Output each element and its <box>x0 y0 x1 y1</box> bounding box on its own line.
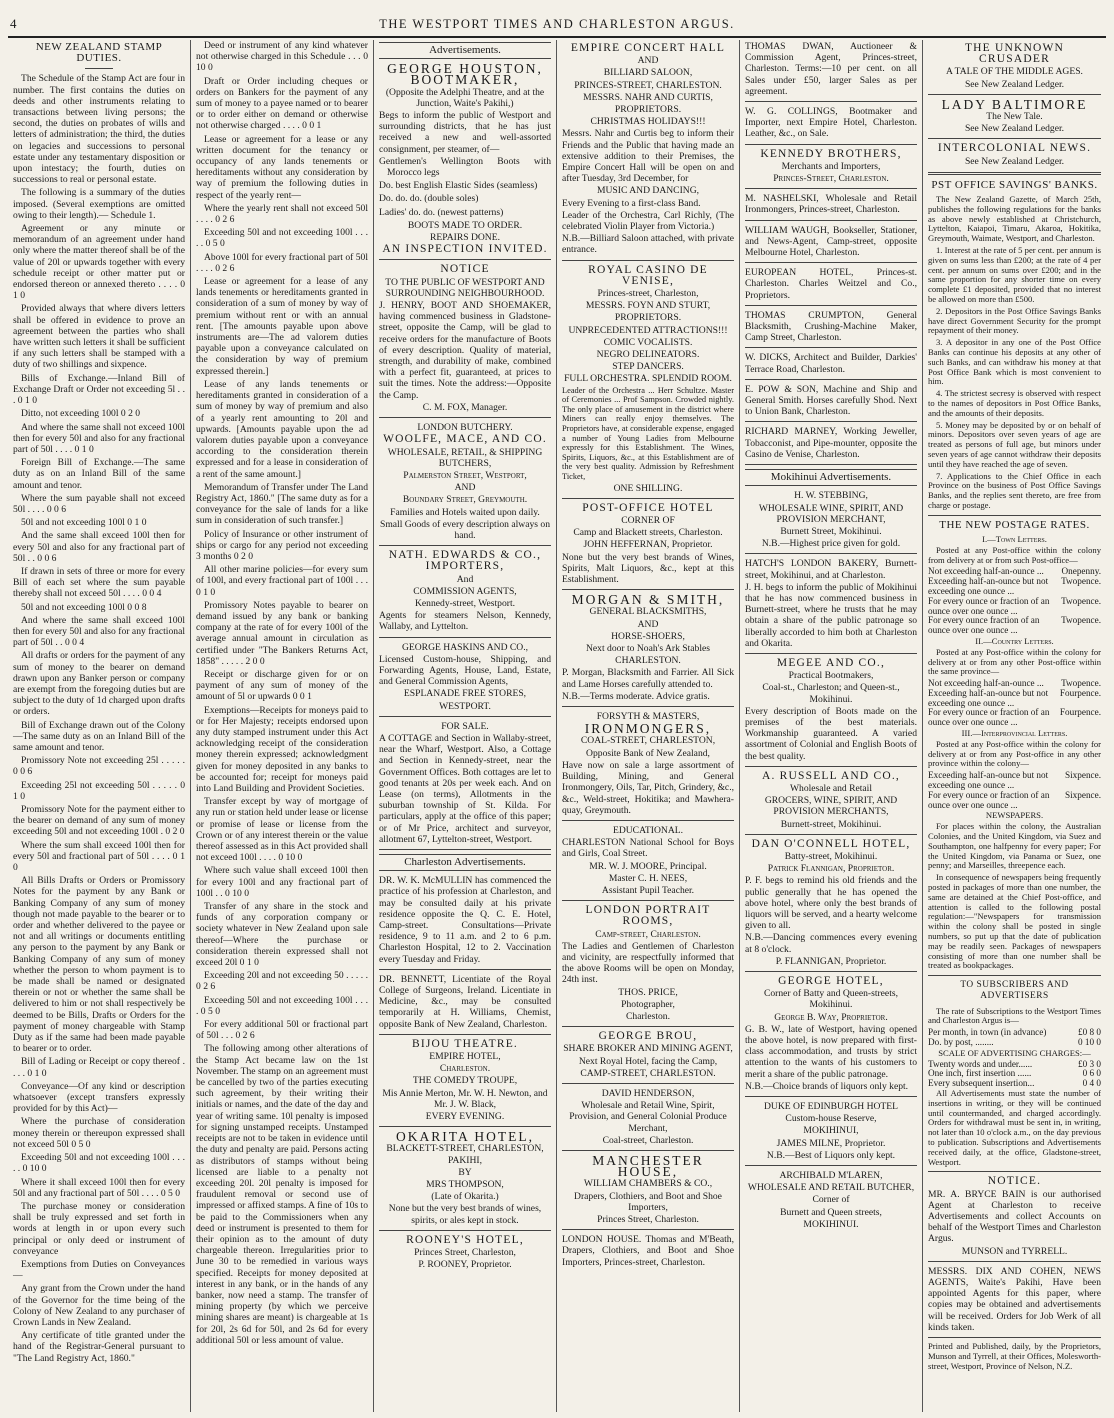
table-cell: Fourpence. <box>1059 707 1101 718</box>
ad-notice-henry: NOTICE TO THE PUBLIC OF WESTPORT AND SURROUNDING NEIGHBOURHOOD. J. HENRY, BOOT AND SHOEMAKER, having commenced business in Gladstone-street, opposite the Camp, will be glad to receive orders for the manufacture of Boots of every description. Quality of material, strength, and durability of make, combined with a perfect fit, guaranteed, at prices to suit the times. Note the address:—Opposite the Camp. C. M. FOX, Manager. <box>379 263 551 413</box>
paragraph: For every additional 50l or fractional part of 50l . . . 0 2 6 <box>196 1019 368 1042</box>
paragraph: 50l and not exceeding 100l 0 0 8 <box>21 601 147 613</box>
ad-royal-casino: ROYAL CASINO DE VENISE, Princes-street, Charleston, MESSRS. FOYN AND STURT, PROPRIETORS. UNPRECEDENTED ATTRACTIONS!!! COMIC VOCALISTS. NEGRO DELINEATORS. STEP DANCERS. FULL ORCHESTRA. SPLENDID ROOM. Leader of the Orchestra ... Herr Schultze. Master of Ceremonies ... Prof Sampson. Crowded nightly. The only place of amusement in the district where Miners can really enjoy themselves. The Proprietors have, at considerable expense, engaged a number of Young Ladies from Melbourne expressly for this Establishment. The Wines, Spirits, Liquors, &c., at this Establishment are of the very best quality. Admission by Refreshment Ticket, ONE SHILLING. <box>562 263 734 494</box>
columns <box>8 40 1106 1412</box>
table-cell: Do. by post, ........ <box>928 1037 994 1047</box>
ad-for-sale: FOR SALE. A COTTAGE and Section in Wallaby-street, near the Wharf, Westport. Also, a Cottage and Section in Kennedy-street, near the Government Offices. Both cottages are let to good tenants at 20s per week each. And on Lease (on terms), Allotments in the suburban township of St. Kilda. For particulars, apply at the office of this paper; or of Mr Price, architect and surveyor, allotment 67, Lyttelton-street, Westport. <box>379 720 551 845</box>
table-cell: One inch, first insertion ...... <box>928 1068 1032 1079</box>
paragraph: The following among other alterations of the Stamp Act became law on the 1st November. The stamp on an agreement must be cancelled by two of the parties executing such agreement, by their writing their initials or names, and the date of the day and year of writing same. 10l penalty is imposed for signing unstamped receipts. Unstamped receipts are not to be taken in evidence until the duty and penalty are paid. Persons acting as distributors of stamps without being licensed are liable to a penalty not exceeding 20l. 20l penalty is imposed for fraudulent removal or second use of impressed or affixed stamps. A fine of 10s to be paid to the Commissioners when any deed or instrument is presented to them for their opinion as to the amount of duty chargeable thereon. Irregularities prior to June 30 to be remedied in various ways specified. Receipts for money deposited at interest in any bank, or in the hands of any banker, now need a stamp. The transfer of mining property (by which we perceive mining shares are meant) is chargeable at 1s for 20l, 2s 6d for 50l, and 2s 6d for every additional 50l or less amount of value. <box>196 1043 368 1346</box>
paragraph: All drafts or orders for the payment of any sum of money to the bearer on demand drawn upon any Banker person or company are exempt from the foregoing duties but are subject to the duty of 1d charged upon drafts or orders. <box>13 650 185 718</box>
table-cell: Exceeding half-an-ounce but not exceeding one ounce ... <box>928 687 1049 708</box>
charleston-advertisements-heading: Charleston Advertisements. <box>379 854 551 871</box>
paragraph: Conveyance—Of any kind or description whatsoever (except transfers expressly provided for by this Act)— <box>13 1080 185 1115</box>
column-trade-ads <box>740 40 923 1412</box>
ad-dan-oconnell-hotel: DAN O'CONNELL HOTEL, Batty-street, Mokihinui. Patrick Flannigan, Proprietor. P. F. begs to remind his old friends and the public generally that he has opened the above hotel, where only the best brands of liquors will be served, and a hearty welcome given to all. N.B.—Dancing commences every evening at 8 o'clock. P. FLANNIGAN, Proprietor. <box>745 837 917 967</box>
paragraph: Where the sum payable shall not exceed 50l . . . . 0 0 6 <box>13 492 185 515</box>
stamp-duties-heading: NEW ZEALAND STAMP DUTIES. <box>35 41 163 65</box>
column-stamp-duties <box>8 40 191 1412</box>
table-cell: Onepenny. <box>1061 566 1101 577</box>
column-advertisements <box>374 40 557 1412</box>
stamp-duties-text <box>13 73 185 1363</box>
page-number: 4 <box>10 16 17 31</box>
ad-david-henderson: DAVID HENDERSON, Wholesale and Retail Wine, Spirit, Provision, and General Colonial Produce Merchant, Coal-street, Charleston. <box>569 1087 727 1146</box>
ad-morgan-smith: MORGAN & SMITH, GENERAL BLACKSMITHS, AND HORSE-SHOERS, Next door to Noah's Ark Stables CHARLESTON. P. Morgan, Blacksmith and Farrier. All Sick and Lame Horses carefully attended to. N.B.—Terms moderate. Advice gratis. <box>562 592 734 702</box>
paragraph: 2. Depositors in the Post Office Savings Banks have direct Government Security for the prompt repayment of their money. <box>928 305 1101 336</box>
paragraph: Exemptions—Receipts for moneys paid to or for Her Majesty; receipts endorsed upon any duty stamped instrument under this Act acknowledging receipt of the consideration money therein expressed; acknowledgment given for money deposited in any banks to be accounted for; receipt for moneys paid into Land Building and Provident Societies. <box>196 704 368 794</box>
table-cell: Not exceeding half-an-ounce ... <box>928 678 1044 689</box>
paragraph: The Schedule of the Stamp Act are four in number. The first contains the duties on deeds and other instruments relating to transactions between living persons; the second, the duties on probates of wills and letters of administration; the third, the duties on legacies and successions to personal estate under any testamentary disposition or upon intestacy; the fourth, duties on successions to real or personal estate. <box>13 73 185 186</box>
paragraph: Bill of Lading or Receipt or copy thereof . . . . 0 1 0 <box>13 1056 185 1079</box>
ad-forsyth-masters: FORSYTH & MASTERS, IRONMONGERS, COAL-STREET, CHARLESTON, Opposite Bank of New Zealand, Have now on sale a large assortment of Building, Mining, and General Ironmongery, Oils, Tar, Pitch, Grindery, &c., &c., Weld-street, Hokitika; and Mawhera-quay, Greymouth. <box>562 711 734 816</box>
ad-george-houston: GEORGE HOUSTON, BOOTMAKER, (Opposite the Adelphi Theatre, and at the Junction, Waite's Pakihi,) Begs to inform the public of Westport and surrounding districts, that he has just received a new and well-assorted consignment, per steamer, of— Gentlemen's Wellington Boots with Morocco legs Do. best English Elastic Sides (seamless) Do. do. do. (double soles) Ladies' do. do. (newest patterns) BOOTS MADE TO ORDER. REPAIRS DONE. AN INSPECTION INVITED. <box>379 61 551 256</box>
table-row <box>928 616 1101 636</box>
table-cell: For every ounce or fraction of an ounce over one ounce ... <box>928 595 1050 616</box>
paragraph: All other marine policies—for every sum of 100l, and every fractional part of 100l . . . 0 1 0 <box>196 564 368 598</box>
paragraph: Where it shall exceed 100l then for every 50l and any fractional part of 50l . . . . 0 5 0 <box>13 1176 185 1199</box>
ad-dr-bennett: DR. BENNETT, Licentiate of the Royal College of Surgeons, Ireland. Licentiate in Medicine, &c., may be consulted temporarily at H. Williams, Chemist, opposite Bank of New Zealand, Charleston. <box>379 973 551 1030</box>
ad-educational: EDUCATIONAL. CHARLESTON National School for Boys and Girls, Coal Street. MR. W. J. MOORE, Principal. Master C. H. NEES, Assistant Pupil Teacher. <box>562 824 734 896</box>
paragraph: Above 100l for every fractional part of 50l . . . . 0 2 6 <box>196 251 368 274</box>
paragraph: Ladies' do. do. (newest patterns) <box>379 206 504 218</box>
table-cell: For every ounce or fraction of an ounce over one ounce ... <box>928 707 1050 728</box>
ad-kennedy-brothers: KENNEDY BROTHERS, Merchants and Importers, Princes-Street, Charleston. <box>760 147 902 185</box>
table-cell: 0 4 0 <box>1082 1078 1101 1089</box>
paragraph: Lease or agreement for a lease of any lands tenements or hereditaments granted in consideration of a sum of money by way of premium without rent or with an annual rent. [The amounts payable upon above instruments are—The ad valorem duties payable upon a conveyance calculated on the consideration by way of premium expressed therein.] <box>196 276 368 377</box>
table-cell: Exceeding half-an-ounce but not exceeding one ounce ... <box>928 576 1049 596</box>
paragraph: Exemptions from Duties on Conveyances— <box>13 1258 185 1282</box>
paragraph: Deed or instrument of any kind whatever not otherwise charged in this Schedule . . . 0 10 0 <box>196 40 368 74</box>
paragraph: The purchase money or consideration shall be truly expressed and set forth in words at length in or upon every such principal or only deed or instrument of conveyance <box>13 1200 185 1257</box>
masthead <box>8 14 1106 38</box>
ad-london-portrait-rooms: LONDON PORTRAIT ROOMS, Camp-street, Charleston. The Ladies and Gentlemen of Charleston and vicinity, are respectfully informed that the above Rooms will be open on Monday, 24th inst. THOS. PRICE, Photographer, Charleston. <box>562 904 734 1022</box>
paragraph: Gentlemen's Wellington Boots with Morocco legs <box>379 155 551 179</box>
ad-notice-bryce-bain: NOTICE. MR. A. BRYCE BAIN is our authorised Agent at Charleston to receive Advertisements and collect Accounts on behalf of the Westport Times and Charleston Argus. MUNSON and TYRRELL. <box>928 1175 1101 1257</box>
stamp-duties-text-continued <box>196 40 368 1346</box>
ad-george-brou: GEORGE BROU, SHARE BROKER AND MINING AGENT, Next Royal Hotel, facing the Camp, CAMP-STREET, CHARLESTON. <box>563 1030 733 1079</box>
postage-rates-heading: THE NEW POSTAGE RATES. <box>939 518 1090 531</box>
ad-london-butchery: LONDON BUTCHERY. WOOLFE, MACE, AND CO. WHOLESALE, RETAIL, & SHIPPING BUTCHERS, Palmerston Street, Westport, AND Boundary Street, Greymouth. Families and Hotels waited upon daily. Small Goods of every description always on hand. <box>380 422 550 541</box>
paragraph: Foreign Bill of Exchange.—The same duty as on an Inland Bill of the same amount and tenor. <box>13 457 185 491</box>
paragraph: 4. The strictest secresy is observed with respect to the names of depositors in Post Office Banks, and the amounts of their deposits. <box>928 388 1101 418</box>
paragraph: Memorandum of Transfer under The Land Registry Act, 1860." [The same duty as for a conveyance for the sale of lands for a like sum in consideration of such transfer.] <box>196 481 368 527</box>
paragraph: Transfer except by way of mortgage of any run or station held under lease or license or promise of lease or license from the Crown or of any interest therein or the value thereof assessed as in this Act provided shall not exceed 100l . . . . 0 10 0 <box>196 796 368 864</box>
paragraph: 7. Applications to the Chief Office in each Province on the business of Post Office Savings Banks, and the replies sent thereto, are free from charge or postage. <box>928 470 1101 510</box>
paragraph: And the same shall exceed 100l then for every 50l and also for any fractional part of 50l . . 0 0 6 <box>13 530 185 564</box>
paragraph: Promissory Notes payable to bearer on demand issued by any bank or banking company at the rate of for every 100l of the average annual amount in circulation as certified under "The Bankers Returns Act, 1858" . . . . . 2 0 0 <box>196 599 368 667</box>
paragraph: The New Zealand Gazette, of March 25th, publishes the following regulations for the banks as above newly established at Christchurch, Lyttelton, Kaiapoi, Timaru, Akaroa, Hokitika, Greymouth, Waimate, Westport, and Charleston. <box>928 194 1101 244</box>
ad-dix-and-cohen: MESSRS. DIX AND COHEN, NEWS AGENTS, Waite's Pakihi, Have been appointed Agents for this paper, where copies may be obtained and advertisements will be received. Orders for Job Werk of all kinds taken. <box>928 1265 1101 1333</box>
postage-table-interprovincial <box>928 771 1101 810</box>
subscriptions: The rate of Subscriptions to the Westport Times and Charleston Argus is— Per month, in town (in advance) £0 8 0 Do. by post, ........ 0 10 0 SCALE OF ADVERTISING CHARGES:— Twenty words and under...... £0 3 0 One inch, first insertion ...... 0 6 0 Every subsequent insertion... 0 4 0 All Advertisements must state the number of insertions in writing, or they will be continued until countermanded, and charged accordingly. Orders for withdrawal must be sent in, in writing, not later than 10 o'clock a.m., on the day previous to publication. Subscriptions and Advertisements received daily, at the office, Gladstone-street, Westport. <box>928 1005 1101 1167</box>
table-cell: Not exceeding half-an-ounce ... <box>928 566 1044 577</box>
ad-european-hotel: EUROPEAN HOTEL, Princes-st. Charleston. Charles Weitzel and Co., Proprietors. <box>745 267 917 301</box>
ad-george-hotel: GEORGE HOTEL, Corner of Batty and Queen-streets, Mokihinui. George B. Way, Proprietor. G. B. W., late of Westport, having opened the above hotel, is now prepared with first-class accommodation, and trusts by strict attention to the wants of his customers to merit a share of the public patronage. N.B.—Choice brands of liquors only kept. <box>745 975 917 1092</box>
paragraph: And where the same shall not exceed 100l then for every 50l and also for any fractional part of 50l . . . . 0 1 0 <box>13 421 185 455</box>
table-cell: Fourpence. <box>1059 687 1101 698</box>
ad-okarita-hotel: OKARITA HOTEL, BLACKETT-STREET, CHARLESTON, PAKIHI, BY MRS THOMPSON, (Late of Okarita.) None but the very best brands of wines, spirits, or ales kept in stock. <box>386 1129 544 1226</box>
ad-george-haskins: GEORGE HASKINS AND CO., Licensed Custom-house, Shipping, and Forwarding Agents, House, Land, Estate, and General Commission Agents, ESPLANADE FREE STORES, WESTPORT. <box>379 641 551 712</box>
paragraph: Where the sum shall exceed 100l then for every 50l and fractional part of 50l . . . . 0 1 0 <box>13 839 185 874</box>
ad-dr-mcmullin: DR. W. K. McMULLIN has commenced the practice of his profession at Charleston, and may be consulted daily at his private residence opposite the Q. C. E. Hotel, Camp-street. Consultations—Private residence, 9 to 11 a.m. and 2 to 6 p.m. Charleston Hospital, 12 to 2. Vaccination every Tuesday and Friday. <box>379 875 551 965</box>
table-cell: Twopence. <box>1061 678 1101 689</box>
table-row <box>928 771 1101 791</box>
postage-table-country <box>928 679 1101 728</box>
ad-lady-baltimore: LADY BALTIMORE The New Tale. See New Zealand Ledger. <box>941 96 1088 135</box>
column-stamp-duties-continued <box>191 40 374 1412</box>
table-cell: Sixpence. <box>1065 789 1101 800</box>
paragraph: The following is a summary of the duties imposed. (Several exemptions are omitted owing to their length).— Schedule 1. <box>13 187 185 221</box>
table-cell: 0 6 0 <box>1082 1068 1101 1079</box>
table-cell: Twopence. <box>1061 576 1101 587</box>
table-cell: Exceeding half-an-ounce but not exceeding one ounce ... <box>928 770 1049 791</box>
table-cell: Twopence. <box>1061 595 1101 606</box>
paragraph: Where such value shall exceed 100l then for every 100l and any fractional part of 100l . . 0 10 0 <box>196 865 368 899</box>
paragraph: Bills of Exchange.—Inland Bill of Exchange Draft or Order not exceeding 5l . . . 0 1 0 <box>13 372 185 407</box>
ad-duke-of-edinburgh-hotel: DUKE OF EDINBURGH HOTEL Custom-house Reserve, MOKIHINUI, JAMES MILNE, Proprietor. N.B.—Best of Liquors only kept. <box>763 1101 899 1161</box>
ad-pow-and-son: E. POW & SON, Machine and Ship and General Smith. Horses carefully Shod. Next to Union Bank, Charleston. <box>745 383 917 418</box>
ad-thomas-dwan: THOMAS DWAN, Auctioneer & Commission Agent, Princes-street, Charleston. Terms:—10 per cent. on all Sales under £50, larger Sales as per agreement. <box>745 41 917 97</box>
paragraph: Transfer of any share in the stock and funds of any corporation company or society whatever in New Zealand upon sale thereof—Where the purchase or consideration therein expressed shall not exceed 20l 0 1 0 <box>196 901 368 969</box>
table-row <box>928 689 1101 709</box>
ad-megee-and-co: MEGEE AND CO., Practical Bootmakers, Coal-st., Charleston; and Queen-st., Mokihinui. Every description of Boots made on the premises of the best materials. Workmanship guaranteed. A varied assortment of Colonial and English Boots of the best quality. <box>745 656 917 762</box>
advertising-charges-table <box>928 1060 1101 1089</box>
ad-hw-stebbing: H. W. STEBBING, WHOLESALE WINE, SPIRIT, AND PROVISION MERCHANT, Burnett Street, Mokihinui. N.B.—Highest price given for gold. <box>758 490 904 550</box>
ad-collings: W. G. COLLINGS, Bootmaker and Importer, next Empire Hotel, Charleston. Leather, &c., on Sale. <box>745 106 917 140</box>
ad-nashelski: M. NASHELSKI, Wholesale and Retail Ironmongers, Princes-street, Charleston. <box>745 193 917 216</box>
ad-a-russell: A. RUSSELL AND CO., Wholesale and Retail GROCERS, WINE, SPIRIT, AND PROVISION MERCHANTS, Burnett-street, Mokihinui. <box>761 769 901 830</box>
paragraph: 5. Money may be deposited by or on behalf of minors. Depositors over seven years of age are treated as persons of full age, but minors under seven years of age cannot withdraw their deposits until they have reached the age of seven. <box>928 419 1101 469</box>
column-charleston-ads <box>557 40 740 1412</box>
ad-rooneys-hotel: ROONEY'S HOTEL, Princes Street, Charleston, P. ROONEY, Proprietor. <box>406 1233 524 1271</box>
table-cell: Sixpence. <box>1065 770 1101 781</box>
table-row <box>928 708 1101 728</box>
savings-banks-text <box>928 195 1101 511</box>
paragraph: Policy of Insurance or other instrument of ships or cargo for any period not exceeding 3 months 0 2 0 <box>196 528 368 562</box>
paragraph: Receipt or discharge given for or on payment of any sum of money of the amount of 5l or upwards 0 0 1 <box>196 668 368 703</box>
ad-manchester-house: MANCHESTER HOUSE, WILLIAM CHAMBERS & CO., Drapers, Clothiers, and Boot and Shoe Importers, Princes Street, Charleston. <box>574 1152 722 1225</box>
paragraph: 1. Interest at the rate of 5 per cent. per annum is given on sums less than £200; at the rate of 4 per cent. per annum on sums over £200; and in the same proportion for any shorter time on every complete £1 deposited, provided that no interest be allowed on more than £500. <box>928 245 1101 304</box>
ad-london-house: LONDON HOUSE. Thomas and M'Beath, Drapers, Clothiers, and Boot and Shoe Importers, Princes-street, Charleston. <box>562 1234 734 1268</box>
paragraph: Draft or Order including cheques or orders on Bankers for the payment of any sum of money to a payee named or to bearer or to order either on demand or otherwise not otherwise charged . . . . 0 0 1 <box>196 75 368 132</box>
table-cell: Twopence. <box>1061 615 1101 626</box>
ad-post-office-hotel: POST-OFFICE HOTEL CORNER OF Camp and Blackett streets, Charleston. JOHN HEFFERNAN, Proprietor. None but the very best brands of Wines, Spirits, Malt Liquors, &c., kept at this Establishment. <box>562 501 734 586</box>
subscription-rates-table <box>928 1028 1101 1048</box>
paragraph: Agreement or any minute or memorandum of an agreement under hand only where the matter thereof shall be of the value of 20l or upwards together with every schedule receipt or other matter put or endorsed thereon or annexed thereto . . . . 0 1 0 <box>13 223 185 302</box>
paragraph: Ditto, not exceeding 100l 0 2 0 <box>21 408 141 420</box>
postage-table-town <box>928 567 1101 636</box>
paragraph: Bill of Exchange drawn out of the Colony—The same duty as on an Inland Bill of the same amount and tenor. <box>13 719 185 753</box>
table-cell: Twenty words and under...... <box>928 1058 1033 1069</box>
ad-richard-marney: RICHARD MARNEY, Working Jeweller, Tobacconist, and Pipe-mounter, opposite the Casino de Venise, Charleston. <box>745 426 917 460</box>
paragraph: Where the yearly rent shall not exceed 50l . . . . 0 2 6 <box>196 202 368 226</box>
table-cell: Per month, in town (in advance) <box>928 1027 1047 1038</box>
table-row <box>928 597 1101 617</box>
ad-unknown-crusader: THE UNKNOWN CRUSADER A TALE OF THE MIDDLE AGES. See New Zealand Ledger. <box>946 42 1083 90</box>
paragraph: Exceeding 50l and not exceeding 100l . . . . . 0 5 0 <box>196 227 368 250</box>
paragraph: Provided always that where divers letters shall be offered in evidence to prove an agreement between the parties who shall have written such letters it shall be sufficient if any such letters shall be stamped with a duty of two shillings and sixpence. <box>13 303 185 371</box>
paragraph: Do. best English Elastic Sides (seamless) <box>379 180 538 192</box>
paragraph: And where the same shall exceed 100l then for every 50l and also for any fractional part of 50l . . 0 0 4 <box>13 614 185 649</box>
ad-empire-concert-hall: EMPIRE CONCERT HALL AND BILLIARD SALOON, PRINCES-STREET, CHARLESTON. MESSRS. NAHR AND CURTIS, PROPRIETORS. CHRISTMAS HOLIDAYS!!! Messrs. Nahr and Curtis beg to inform their Friends and the Public that having made an extensive addition to their Premises, the Empire Concert Hall will be open on and after Tuesday, 3rd December, for MUSIC AND DANCING, Every Evening to a first-class Band. Leader of the Orchestra, Carl Richly, (The celebrated Violin Player from Victoria.) N.B.—Billiard Saloon attached, with private entrance. <box>562 42 734 256</box>
paragraph: Exceeding 50l and not exceeding 100l . . . . . 0 10 0 <box>13 1152 185 1175</box>
mokihinui-advertisements-heading: Mokihinui Advertisements. <box>745 469 917 486</box>
table-cell: £0 3 0 <box>1078 1058 1101 1069</box>
ad-intercolonial-news: INTERCOLONIAL NEWS. See New Zealand Ledger. <box>937 142 1092 167</box>
postage-rates: I.—Town Letters. Posted at any Post-office within the colony from delivery at or from such Post-office— Not exceeding half-an-ounce ... Onepenny. Exceeding half-an-ounce but not exceeding one ounce ... Twopence. For every ounce or fraction of an ounce over one ounce ... Twopence. For every ounce fraction of an ounce over one ounce ... Twopence. II.—Country Letters. Posted at any Post-office within the colony for delivery at or from any other Post-office within the same province— Not exceeding half-an-ounce ... Twopence. Exceeding half-an-ounce but not exceeding one ounce ... Fourpence. For every ounce or fraction of an ounce over one ounce ... Fourpence. III.—Interprovincial Letters. Posted at any Post-office within the colony for delivery at or from any Post-office in any other province within the colony— Exceeding half-an-ounce but not exceeding one ounce ... Sixpence. For every ounce or fraction of an ounce over one ounce ... Sixpence. NEWSPAPERS. For places within the colony, the Australian Colonies, and the United Kingdom, via Suez and Southampton, one halfpenny for every paper; For the United Kingdom, via Panama or Suez, one penny; and Marseilles, threepence each. In consequence of newspapers being frequently posted in packages of more than one number, the same are detained at the Chief Post-office, and attention is called to the following postal regulation:—"Newspapers for transmission within the colony shall be posted in single numbers, so put up that the date of publication may be readily seen. Packages of newspapers consisting of more than one number shall be treated as bookpackages. <box>928 533 1101 971</box>
advertisements-heading: Advertisements. <box>379 42 551 59</box>
paragraph: Any grant from the Crown under the hand of the Governor for the time being of the Colony of New Zealand to any purchaser of Crown Lands in New Zealand. <box>13 1283 185 1328</box>
newspaper-title: THE WESTPORT TIMES AND CHARLESTON ARGUS. <box>379 17 735 31</box>
ad-bijou-theatre: BIJOU THEATRE. EMPIRE HOTEL, Charleston. THE COMEDY TROUPE, Mis Annie Merton, Mr. W. H. Newton, and Mr. J. W. Black, EVERY EVENING. <box>382 1037 548 1123</box>
paragraph: All Bills Drafts or Orders or Promissory Notes for the payment by any Bank or Banking Company of any sum of money though not made payable to the bearer or to order and whether delivered to the payee or not and all writings or documents entitling any person to the payment by any Bank or Banking Company of any sum of money whether the person to whom payment is to be made shall be named or designated therein or not or whether the same shall be delivered to him or not shall respectively be deemed to be Bills, Drafts or Orders for the payment of money chargeable with Stamp Duty as if the same had been made payable to bearer or to order. <box>13 875 185 1055</box>
paragraph: Exceeding 25l not exceeding 50l . . . . . 0 1 0 <box>13 779 185 802</box>
paragraph: Any certificate of title granted under the hand of the Registrar-General pursuant to "The Land Registry Act, 1860." <box>13 1330 185 1364</box>
paragraph: 50l and not exceeding 100l 0 1 0 <box>21 517 147 529</box>
ad-archibald-mclaren: ARCHIBALD M'LAREN, WHOLESALE AND RETAIL BUTCHER, Corner of Burnett and Queen streets, MOKIHINUI. <box>747 1170 915 1230</box>
table-row <box>928 577 1101 597</box>
table-row <box>928 1038 1101 1048</box>
ad-w-dicks: W. DICKS, Architect and Builder, Darkies' Terrace Road, Charleston. <box>745 352 917 375</box>
paragraph: Exceeding 20l and not exceeding 50 . . . . . 0 2 6 <box>196 970 368 993</box>
paragraph: Promissory Note for the payment either to the bearer on demand of any sum of money exceeding 50l and not exceeding 100l . 0 2 0 <box>13 804 185 838</box>
table-row <box>928 791 1101 811</box>
paragraph: If drawn in sets of three or more for every Bill of each set where the sum payable thereby shall not exceed 50l . . . . 0 0 4 <box>13 565 185 600</box>
table-cell: Every subsequent insertion... <box>928 1078 1035 1089</box>
paragraph: 3. A depositor in any one of the Post Office Banks can continue his deposits at any other of such Banks, and can withdraw his money at that Post Office Bank which is most convenient to him. <box>928 337 1101 387</box>
table-cell: For every ounce fraction of an ounce over one ounce ... <box>928 615 1040 636</box>
table-cell: £0 8 0 <box>1078 1027 1101 1038</box>
paragraph: Do. do. do. (double soles) <box>379 193 479 205</box>
paragraph: Lease or agreement for a lease or any written document for the tenancy or occupancy of any lands tenements or hereditaments without any consideration by way of premium the following duties in respect of the yearly rent— <box>196 133 368 201</box>
table-cell: For every ounce or fraction of an ounce over one ounce ... <box>928 789 1050 810</box>
ad-thomas-crumpton: THOMAS CRUMPTON, General Blacksmith, Crushing-Machine Maker, Camp Street, Charleston. <box>745 309 917 344</box>
paragraph: Exceeding 50l and not exceeding 100l . . . . 0 5 0 <box>196 994 368 1017</box>
ad-nath-edwards: NATH. EDWARDS & CO., IMPORTERS, And COMMISSION AGENTS, Kennedy-street, Westport. Agents for steamers Nelson, Kennedy, Wallaby, and Lyttelton. <box>379 549 551 633</box>
savings-banks-heading: PST OFFICE SAVINGS' BANKS. <box>931 178 1098 191</box>
ad-william-waugh: WILLIAM WAUGH, Bookseller, Stationer, and News-Agent, Camp-street, opposite Melbourne Hotel, Charleston. <box>745 224 917 259</box>
printer-imprint: Printed and Published, daily, by the Proprietors, Munson and Tyrrell, at their Offices, Molesworth-street, Westport, Province of Nelson, N.Z. <box>928 1341 1101 1371</box>
subscribers-heading: TO SUBSCRIBERS AND ADVERTISERS <box>960 980 1069 1002</box>
paragraph: Promissory Note not exceeding 25l . . . . . 0 0 6 <box>13 755 185 778</box>
column-notices <box>923 40 1106 1412</box>
ad-hatchs-bakery: HATCH'S LONDON BAKERY, Burnett-street, Mokihinui, and at Charleston. J. H. begs to inform the public of Mokihinui that he has now commenced business in Burnett-street, where he trusts that he may obtain a share of the public patronage so liberally accorded to him both at Charleston and Okarita. <box>745 558 917 649</box>
table-cell: 0 10 0 <box>1078 1037 1101 1047</box>
paragraph: Where the purchase of consideration money therein or thereupon expressed shall not exceed 50l 0 5 0 <box>13 1116 185 1150</box>
paragraph: Lease of any lands tenements or hereditaments granted in consideration of a sum of money by way of premium and also of a yearly rent amounting to 20l and upwards. [Amounts payable upon the ad valorem duties payable upon a conveyance according to the consideration therein expressed and for a lease in consideration of a rent of the same amount.] <box>196 378 368 480</box>
